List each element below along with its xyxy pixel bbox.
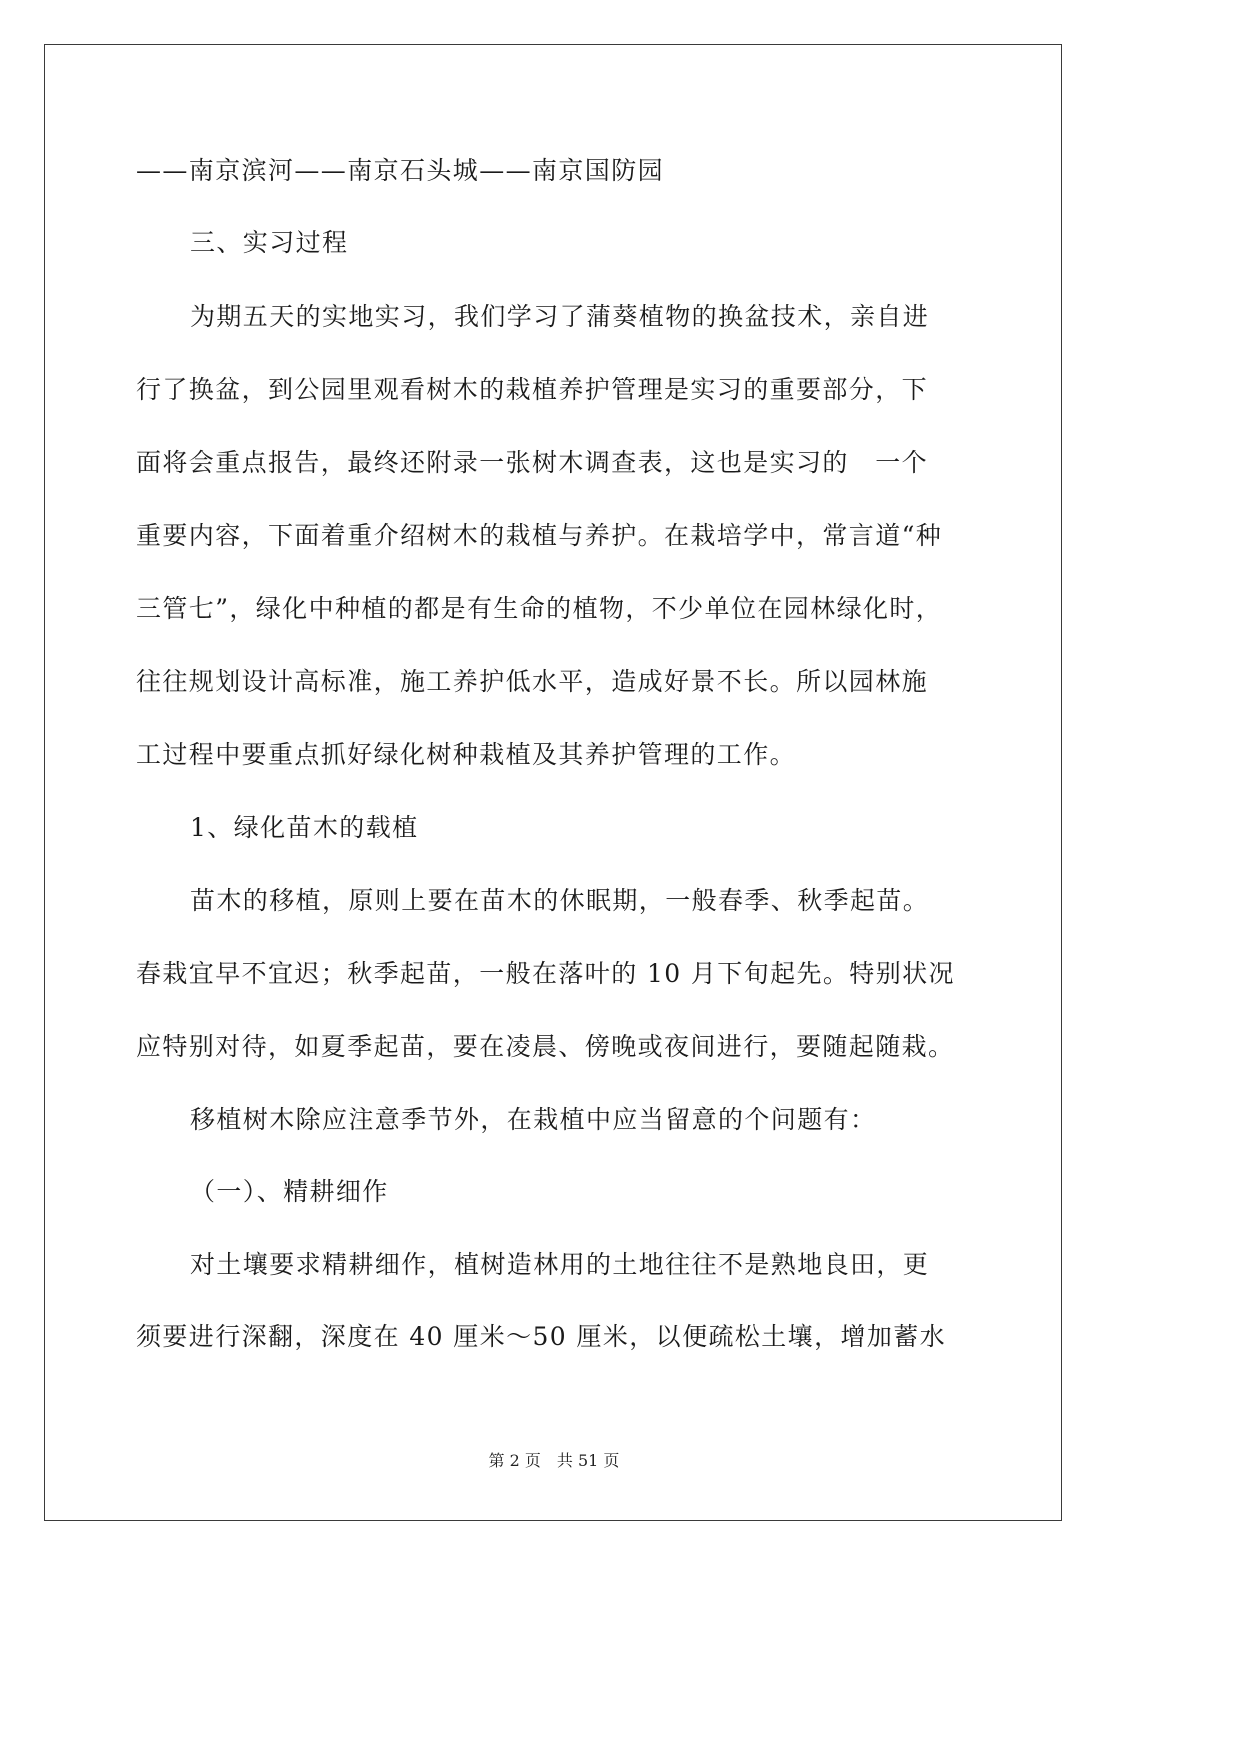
paragraph-line: 往往规划设计高标准，施工养护低水平，造成好景不长。所以园林施: [136, 667, 929, 696]
page-number-footer: 第 2 页 共 51 页: [488, 1451, 620, 1470]
paragraph-line: 为期五天的实地实习，我们学习了蒲葵植物的换盆技术，亲自进: [190, 302, 930, 331]
subsection-heading: 1、绿化苗木的载植: [190, 813, 419, 842]
section-heading: 三、实习过程: [190, 228, 349, 257]
paragraph-line: 应特别对待，如夏季起苗，要在凌晨、傍晚或夜间进行，要随起随栽。: [136, 1032, 955, 1061]
paragraph-line: 移植树木除应注意季节外，在栽植中应当留意的个问题有：: [190, 1105, 877, 1134]
paragraph-line: 苗木的移植，原则上要在苗木的休眠期，一般春季、秋季起苗。: [190, 886, 930, 915]
paragraph-line: 对土壤要求精耕细作，植树造林用的土地往往不是熟地良田，更: [190, 1250, 930, 1279]
paragraph-line: 三管七”，绿化中种植的都是有生命的植物，不少单位在园林绿化时，: [136, 594, 943, 623]
text-line: ——南京滨河——南京石头城——南京国防园: [136, 156, 665, 185]
paragraph-line: 行了换盆，到公园里观看树木的栽植养护管理是实习的重要部分，下: [136, 375, 929, 404]
paragraph-line: 须要进行深翻，深度在 40 厘米～50 厘米，以便疏松土壤，增加蓄水: [136, 1322, 947, 1351]
subsection-heading: （一）、精耕细作: [190, 1177, 389, 1206]
paragraph-line: 工过程中要重点抓好绿化树种栽植及其养护管理的工作。: [136, 740, 797, 769]
paragraph-line: 重要内容，下面着重介绍树木的栽植与养护。在栽培学中，常言道“种: [136, 521, 943, 550]
paragraph-line: 面将会重点报告，最终还附录一张树木调查表，这也是实习的 一个: [136, 448, 929, 477]
paragraph-line: 春栽宜早不宜迟；秋季起苗，一般在落叶的 10 月下旬起先。特别状况: [136, 959, 955, 988]
page-border: [44, 44, 1062, 1521]
